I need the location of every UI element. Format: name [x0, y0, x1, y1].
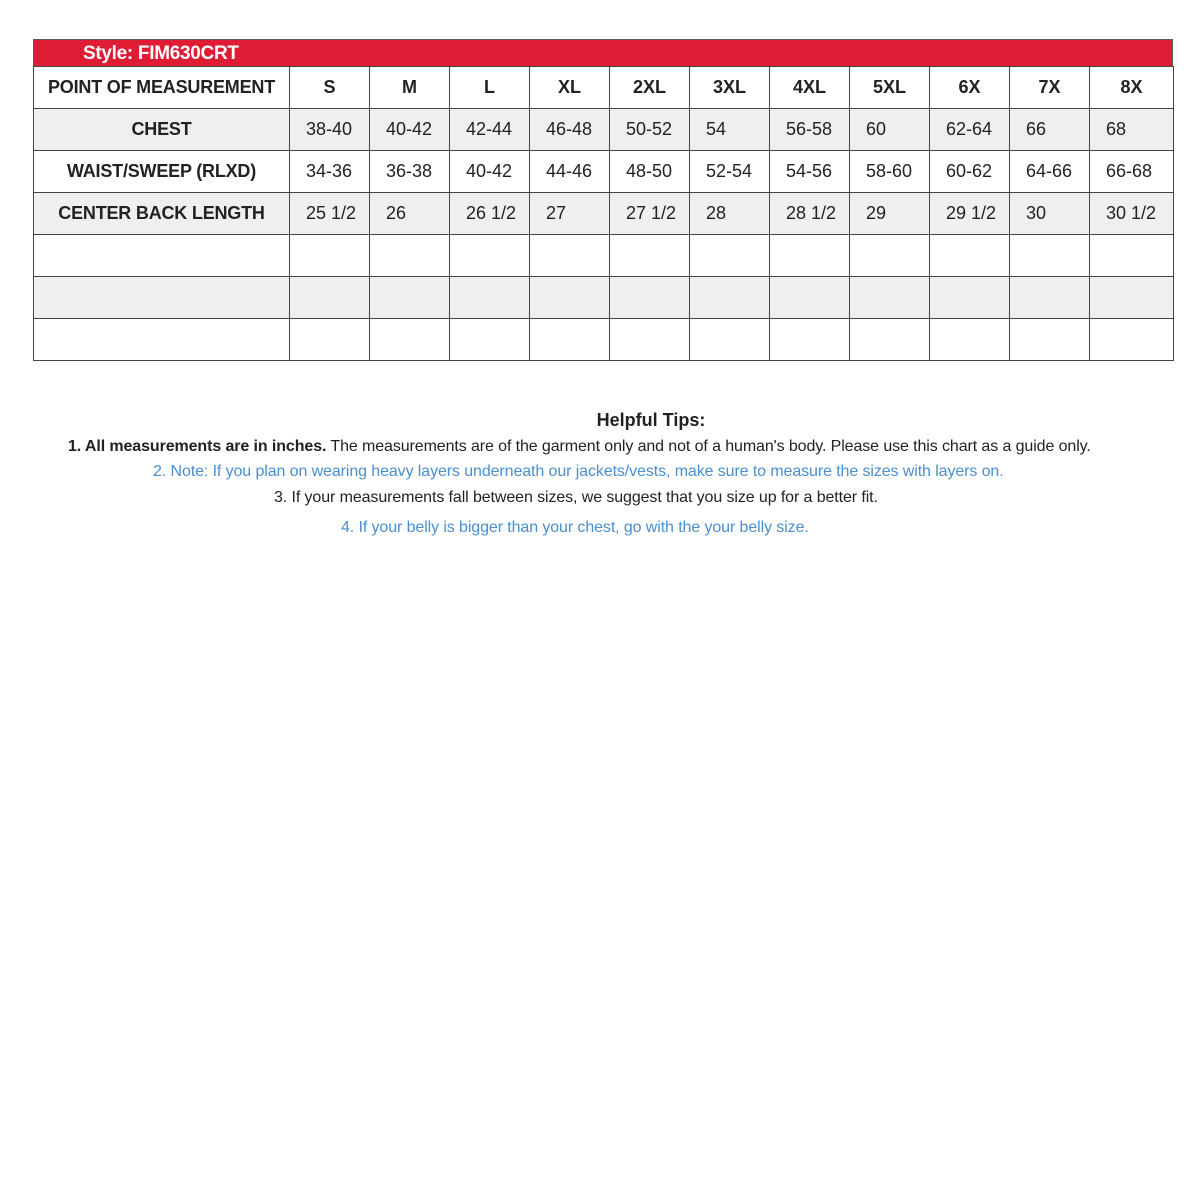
table-cell: 66: [1010, 109, 1090, 151]
table-header-row: [34, 67, 1174, 109]
row-label: CHEST: [34, 109, 290, 151]
table-cell: 25 1/2: [290, 193, 370, 235]
table-cell: 26 1/2: [450, 193, 530, 235]
tip-4: 4. If your belly is bigger than your chest, go with the your belly size.: [341, 519, 809, 536]
empty-cell: [34, 235, 290, 277]
table-cell: 29: [850, 193, 930, 235]
table-cell: 42-44: [450, 109, 530, 151]
empty-cell: [34, 277, 290, 319]
empty-cell: [530, 277, 610, 319]
table-cell: 34-36: [290, 151, 370, 193]
empty-cell: [530, 235, 610, 277]
table-cell: 66-68: [1090, 151, 1174, 193]
empty-cell: [850, 319, 930, 361]
empty-cell: [610, 319, 690, 361]
table-cell: 29 1/2: [930, 193, 1010, 235]
header-label: POINT OF MEASUREMENT: [34, 67, 290, 109]
table-cell: 58-60: [850, 151, 930, 193]
table-cell: 56-58: [770, 109, 850, 151]
empty-cell: [450, 277, 530, 319]
empty-cell: [690, 319, 770, 361]
table-cell: 44-46: [530, 151, 610, 193]
size-header: 4XL: [770, 67, 850, 109]
style-label: Style: FIM630CRT: [83, 43, 239, 64]
table-cell: 26: [370, 193, 450, 235]
table-cell: 30: [1010, 193, 1090, 235]
empty-cell: [290, 277, 370, 319]
empty-cell: [1090, 319, 1174, 361]
table-cell: 40-42: [370, 109, 450, 151]
table-cell: 28 1/2: [770, 193, 850, 235]
empty-cell: [1090, 235, 1174, 277]
table-cell: 62-64: [930, 109, 1010, 151]
empty-cell: [690, 277, 770, 319]
empty-cell: [530, 319, 610, 361]
table-cell: 28: [690, 193, 770, 235]
empty-cell: [930, 235, 1010, 277]
empty-cell: [450, 319, 530, 361]
tip-1: [68, 438, 1091, 456]
size-header: 8X: [1090, 67, 1174, 109]
style-banner: [33, 39, 1173, 66]
empty-cell: [290, 319, 370, 361]
empty-cell: [610, 235, 690, 277]
empty-row: [34, 319, 1174, 361]
empty-cell: [770, 235, 850, 277]
size-header: L: [450, 67, 530, 109]
empty-cell: [770, 277, 850, 319]
table-cell: 60-62: [930, 151, 1010, 193]
row-label: CENTER BACK LENGTH: [34, 193, 290, 235]
size-header: 3XL: [690, 67, 770, 109]
empty-cell: [690, 235, 770, 277]
table-cell: 50-52: [610, 109, 690, 151]
empty-cell: [450, 235, 530, 277]
table-cell: 38-40: [290, 109, 370, 151]
table-cell: 54: [690, 109, 770, 151]
size-chart: [33, 39, 1173, 361]
size-header: 6X: [930, 67, 1010, 109]
table-row-waist: [34, 151, 1174, 193]
empty-cell: [930, 319, 1010, 361]
tip-3: 3. If your measurements fall between sizes, we suggest that you size up for a better fit.: [274, 489, 878, 506]
empty-cell: [34, 319, 290, 361]
table-cell: 30 1/2: [1090, 193, 1174, 235]
empty-cell: [610, 277, 690, 319]
table-cell: 52-54: [690, 151, 770, 193]
size-header: XL: [530, 67, 610, 109]
size-header: 5XL: [850, 67, 930, 109]
empty-cell: [850, 277, 930, 319]
table-cell: 46-48: [530, 109, 610, 151]
empty-cell: [370, 277, 450, 319]
empty-cell: [770, 319, 850, 361]
table-row-chest: [34, 109, 1174, 151]
size-header: S: [290, 67, 370, 109]
empty-cell: [850, 235, 930, 277]
table-cell: 60: [850, 109, 930, 151]
table-row-center-back: [34, 193, 1174, 235]
table-cell: 27: [530, 193, 610, 235]
size-header: M: [370, 67, 450, 109]
empty-cell: [370, 235, 450, 277]
empty-cell: [1010, 277, 1090, 319]
tip-1-bold: 1. All measurements are in inches.: [68, 438, 327, 455]
table-cell: 36-38: [370, 151, 450, 193]
empty-cell: [290, 235, 370, 277]
table-cell: 27 1/2: [610, 193, 690, 235]
empty-cell: [1010, 319, 1090, 361]
empty-row: [34, 277, 1174, 319]
table-cell: 40-42: [450, 151, 530, 193]
table-cell: 54-56: [770, 151, 850, 193]
size-header: 7X: [1010, 67, 1090, 109]
tip-2: 2. Note: If you plan on wearing heavy layers underneath our jackets/vests, make sure to measure the sizes with layers on.: [153, 463, 1004, 480]
row-label: WAIST/SWEEP (RLXD): [34, 151, 290, 193]
size-header: 2XL: [610, 67, 690, 109]
empty-cell: [930, 277, 1010, 319]
empty-row: [34, 235, 1174, 277]
table-cell: 48-50: [610, 151, 690, 193]
table-cell: 64-66: [1010, 151, 1090, 193]
empty-cell: [1010, 235, 1090, 277]
empty-cell: [370, 319, 450, 361]
tip-1-text: The measurements are of the garment only and not of a human's body. Please use this chart as a guide only.: [326, 438, 1091, 455]
table-cell: 68: [1090, 109, 1174, 151]
empty-cell: [1090, 277, 1174, 319]
tips-title: Helpful Tips:: [596, 410, 706, 430]
size-table: [33, 66, 1174, 361]
